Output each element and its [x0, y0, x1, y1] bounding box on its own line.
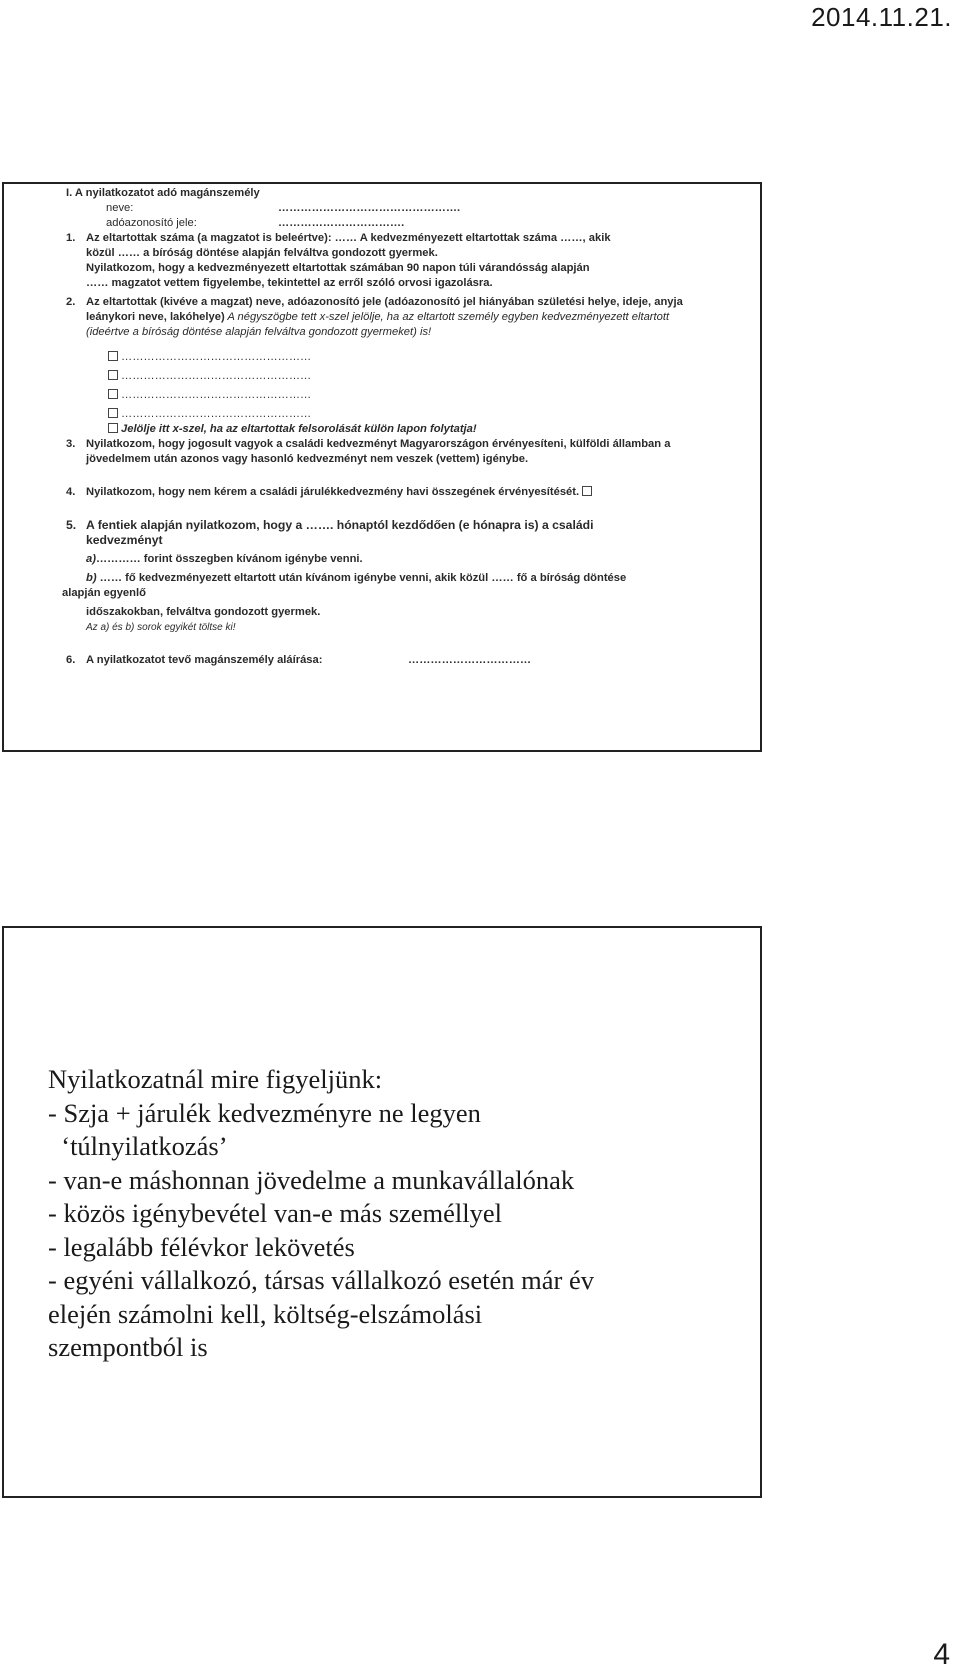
form-text: A fentiek alapján nyilatkozom, hogy a ……. hónaptól kezdődően (e hónapra is) a családi [86, 518, 594, 532]
notes-line: - egyéni vállalkozó, társas vállalkozó esetén már év [48, 1265, 594, 1295]
item-number: 3. [66, 438, 76, 450]
notes-heading: Nyilatkozatnál mire figyeljünk: [48, 1064, 383, 1094]
form-slide [2, 182, 762, 752]
checkbox[interactable] [108, 408, 118, 418]
notes-line: elején számolni kell, költség-elszámolási [48, 1298, 483, 1329]
item-number: 1. [66, 232, 76, 244]
form-text: …… magzatot vettem figyelembe, tekintettel az erről szóló orvosi igazolásra. [86, 277, 493, 289]
form-text: Nyilatkozom, hogy jogosult vagyok a családi kedvezményt Magyarországon érvényesíteni, külföldi államban a [86, 438, 671, 450]
notes-line: - Szja + járulék kedvezményre ne legyen [48, 1097, 481, 1128]
form-text: időszakokban, felváltva gondozott gyermek. [86, 606, 321, 618]
form-text: Nyilatkozom, hogy nem kérem a családi járulékkedvezmény havi összegének érvényesítését. [86, 486, 580, 498]
item-number: 5. [66, 518, 77, 532]
form-text: leánykori neve, lakóhelye) [86, 311, 225, 323]
notes-line: - közös igénybevétel van-e más személlyel [48, 1198, 503, 1228]
form-text: kedvezményt [86, 533, 163, 547]
form-text: közül …… a bíróság döntése alapján felváltva gondozott gyermek. [86, 247, 438, 259]
dotted-line: …………………………………………… [121, 389, 312, 401]
form-instruction: Jelölje itt x-szel, ha az eltartottak felsorolását külön lapon folytatja! [121, 423, 477, 435]
notes-text [48, 1063, 748, 1365]
taxid-label: adóazonosító jele: [106, 217, 197, 229]
dotted-line: …………………………………………… [121, 408, 312, 420]
form-section-title: I. A nyilatkozatot adó magánszemély [66, 187, 260, 199]
form-text: Nyilatkozom, hogy a kedvezményezett eltartottak számában 90 napon túli várandósság alapján [86, 262, 590, 274]
form-text: jövedelmem után azonos vagy hasonló kedvezményt nem veszek (vettem) igénybe. [86, 453, 529, 465]
checkbox[interactable] [108, 389, 118, 399]
checkbox[interactable] [108, 351, 118, 361]
taxid-value: ……………………………. [278, 217, 405, 229]
dotted-line: …………………………………………… [121, 370, 312, 382]
notes-slide [2, 926, 762, 1498]
form-text: Az eltartottak száma (a magzatot is beleértve): …… A kedvezményezett eltartottak száma ……, akik [86, 232, 611, 244]
form-text: Az eltartottak (kivéve a magzat) neve, adóazonosító jele (adóazonosító jel hiányában születési helye, ideje, anyja [86, 296, 683, 308]
signature-line: …………………………… [408, 654, 532, 666]
checkbox[interactable] [108, 370, 118, 380]
declaration-form [62, 186, 686, 668]
page-number: 4 [933, 1638, 950, 1671]
checkbox[interactable] [582, 486, 592, 496]
option-label: b) [86, 572, 97, 584]
form-instruction: (ideértve a bíróság döntése alapján felváltva gondozott gyermeket) is! [86, 326, 432, 338]
item-number: 4. [66, 486, 76, 498]
item-number: 6. [66, 654, 76, 666]
dotted-line: …………………………………………… [121, 351, 312, 363]
notes-line: ‘túlnyilatkozás’ [48, 1131, 228, 1161]
form-text: …… fő kedvezményezett eltartott után kívánom igénybe venni, akik közül …… fő a bíróság döntése [99, 572, 627, 584]
form-text: ………… forint összegben kívánom igénybe venni. [95, 553, 363, 565]
form-instruction: A négyszögbe tett x-szel jelölje, ha az eltartott személy egyben kedvezményezett eltartott [224, 311, 670, 323]
notes-line: - van-e máshonnan jövedelme a munkavállalónak [48, 1164, 575, 1195]
form-instruction: Az a) és b) sorok egyikét töltse ki! [86, 622, 236, 633]
form-text: alapján egyenlő [62, 587, 146, 599]
notes-line: - legalább félévkor lekövetés [48, 1231, 355, 1262]
name-value: …………………………………………. [278, 202, 461, 214]
name-label: neve: [106, 202, 134, 214]
option-label: a) [86, 553, 96, 565]
page-date: 2014.11.21. [811, 2, 952, 32]
item-number: 2. [66, 296, 76, 308]
signature-label: A nyilatkozatot tevő magánszemély aláírása: [86, 654, 323, 666]
notes-line: szempontból is [48, 1332, 208, 1362]
checkbox[interactable] [108, 423, 118, 433]
